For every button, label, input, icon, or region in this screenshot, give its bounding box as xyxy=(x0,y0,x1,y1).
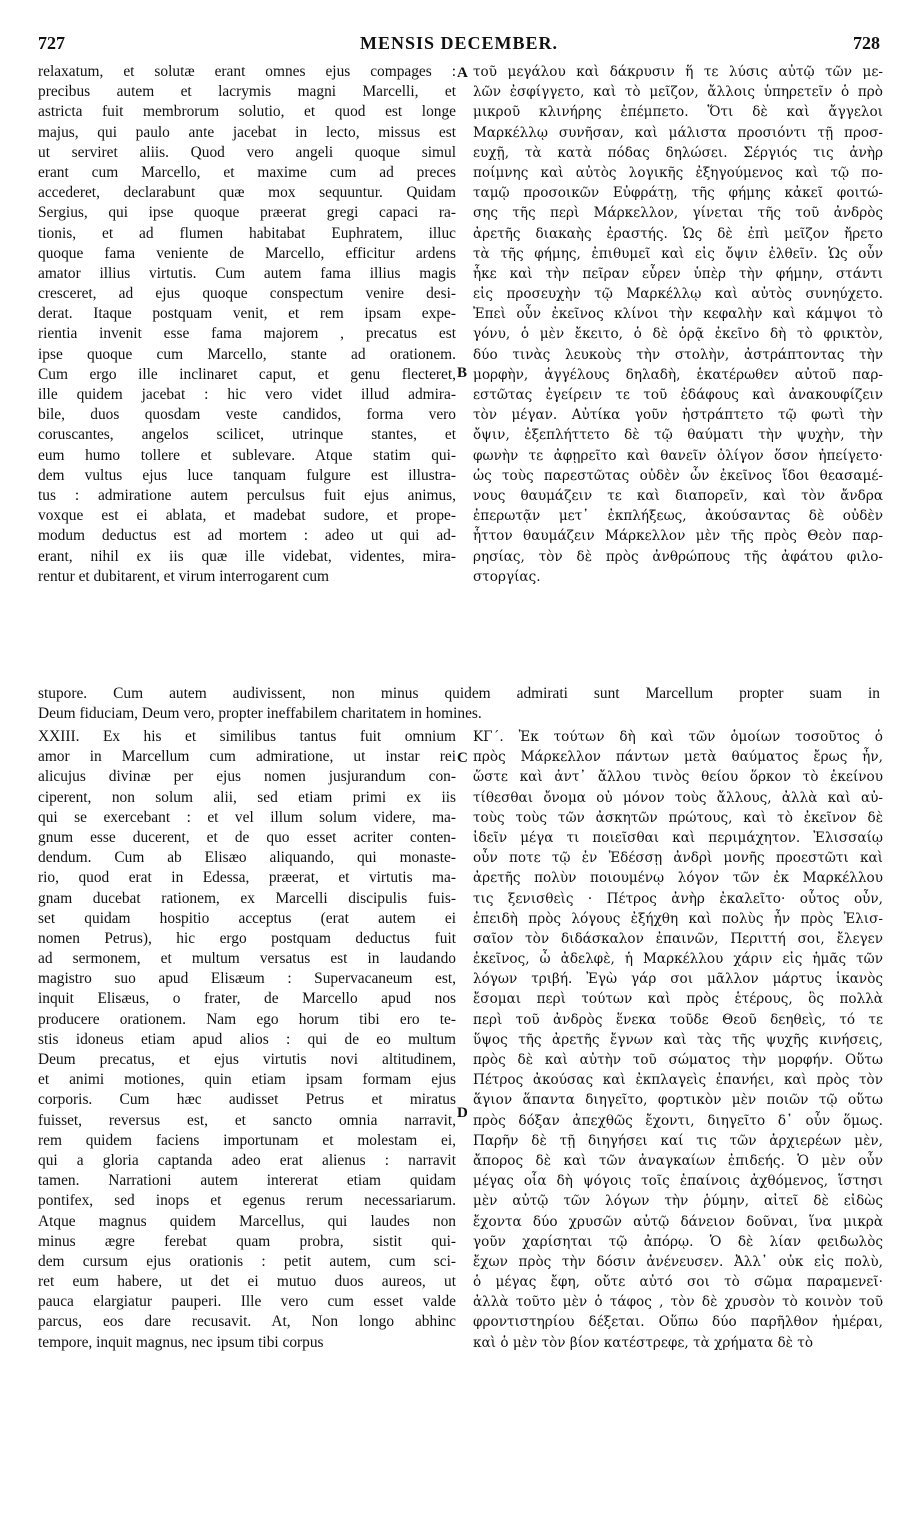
greek-text-line: πρὸς δὲ καὶ αὐτὴν τοῦ σώματος τὴν μορφήν. Οὕτω xyxy=(473,1052,883,1068)
latin-text-line: ille quidem jacebat : hic vero videt illud admira- xyxy=(38,386,456,403)
latin-column-top xyxy=(38,62,456,587)
greek-text-line: ευχῇ, τὰ κατὰ πόδας δηλώσει. Σέργιός τις ἀνὴρ xyxy=(473,144,883,161)
latin-text-line: rio, quod erat in Edessa, præerat, et virtutis ma- xyxy=(38,869,456,887)
greek-text-line: οὖν ποτε τῷ ἐν Ἐδέσσῃ ἀνδρὶ μονῆς προεστῶτι καὶ xyxy=(473,850,883,867)
greek-text-line: ὁ μέγας ἔφη, οὔτε αὐτό σοι τὸ σῶμα παραμενεῖ· xyxy=(473,1274,883,1291)
latin-text-line: stupore. Cum autem audivissent, non minus quidem admirati sunt Marcellum propter suam in xyxy=(38,685,880,702)
greek-text-line: ὄψιν, ἐξεπλήττετο δὲ τῷ θαύματι τὴν ψυχὴν, τὴν xyxy=(473,427,883,444)
latin-text-line: fuisset, reversus est, et sancto omnia narravit, xyxy=(38,1111,456,1129)
greek-text-line: ποίμνης καὶ αὐτὸς λογικῆς ἐξηγούμενος καὶ τῷ πο- xyxy=(473,164,883,181)
greek-text-line: μικροῦ κλινήρης ἐπέμπετο. Ὅτι δὲ καὶ ἄγγελοι xyxy=(473,104,883,121)
latin-text-line: amator illius virtutis. Cum autem fama illius magis xyxy=(38,264,456,282)
latin-column-bottom xyxy=(38,727,456,1353)
latin-text-line: stis idoneus etiam apud alios : qui de eo multum xyxy=(38,1030,456,1048)
latin-text-line: voxque est ei ablata, et madebat sudore, et prope- xyxy=(38,507,456,525)
latin-text-line: ret eum habere, ut det ei mutuo duos aureos, ut xyxy=(38,1273,456,1291)
greek-text-line: φροντιστηρίου δέξεται. Οὕπω δύο παρῆλθον ἡμέραι, xyxy=(473,1314,883,1331)
latin-text-line: Cum ergo ille inclinaret caput, et genu flecteret, xyxy=(38,365,456,383)
latin-text-line: pauca elargiatur pauperi. Ille vero cum esset valde xyxy=(38,1293,456,1311)
greek-text-line: εστῶτας ἐγείρειν τε τοῦ ἐδάφους καὶ ἀνακουφίζειν xyxy=(473,387,883,403)
greek-text-line: Ἐπεὶ οὖν ἐκεῖνος κλίνοι τὴν κεφαλὴν καὶ κάμψοι τὸ xyxy=(473,306,883,323)
greek-text-line: ἐκεῖνος, ὦ ἀδελφὲ, ἡ Μαρκέλλου χάριν εἰς ἡμᾶς τῶν xyxy=(473,951,883,968)
greek-text-line: ταμῷ προσοικῶν Εὐφράτῃ, τῆς φήμης κἀκεῖ φοιτώ- xyxy=(473,185,883,202)
greek-text-line: τὸν μέγαν. Αὐτίκα γοῦν ἠστράπτετο τῷ φωτὶ τὴν xyxy=(473,407,883,424)
latin-text-line: dem cursum ejus orationis : petit autem, cum sci- xyxy=(38,1252,456,1270)
latin-text-line: magistro suo apud Elisæum : Supervacaneum est, xyxy=(38,970,456,988)
greek-text-line: τίθεσθαι ὄνομα οὐ μόνον τοὺς ἄλλους, ἀλλὰ καὶ αὐ- xyxy=(473,789,883,806)
greek-text-line: τοῦ μεγάλου καὶ δάκρυσιν ἥ τε λύσις αὐτῷ τῶν με- xyxy=(473,64,883,80)
latin-text-line: relaxatum, et solutæ erant omnes ejus compages : xyxy=(38,63,456,80)
greek-text-line: ὕψος τῆς ἀρετῆς ἔγνων καὶ τὰς τῆς ψυχῆς κινήσεις, xyxy=(473,1031,883,1048)
greek-text-line: φωνὴν τε ἀφῃρεῖτο καὶ θανεῖν ὀλίγον ὅσον ἠπείγετο· xyxy=(473,447,883,464)
latin-text-line: accederet, declarabunt quæ mox sequuntur. Quidam xyxy=(38,184,456,202)
latin-text-line: producere orationem. Nam ego horum tibi ero te- xyxy=(38,1010,456,1028)
page-number-left: 727 xyxy=(38,33,65,53)
latin-text-line: Sergius, qui ipse quoque præerat gregi capaci ra- xyxy=(38,204,456,222)
latin-text-line: tionis, et ad flumen habitabat Euphratem, illuc xyxy=(38,224,456,242)
greek-text-line: πρὸς δόξαν ἀπεχθῶς ἔχοντι, διηγεῖτο δ᾽ οὖν ὅμως. xyxy=(473,1112,883,1129)
latin-text-line: amor in Marcellum cum admiratione, ut instar rei xyxy=(38,748,456,766)
latin-text-line: ut serviret aliis. Quod vero angeli quoque simul xyxy=(38,143,456,161)
greek-text-line: μέγας οἷα δὴ ψόγοις τοῖς ἐπαίνοις ἀχθόμενος, ἵστησι xyxy=(473,1173,883,1190)
greek-text-line: σαῖον τὸν διδάσκαλον ἐπαινῶν, Περιττή σοι, ἔλεγεν xyxy=(473,930,883,947)
latin-text-line: set quidam hospitio acceptus (erat autem ei xyxy=(38,909,456,927)
latin-text-line: rientia invenit esse fama majorem , precatus est xyxy=(38,325,456,343)
greek-text-line: ἅγιον ἅπαντα διηγεῖτο, φορτικὸν μὲν ποιῶν τῷ οὕτω xyxy=(473,1092,883,1109)
latin-text-line: rentur et dubitarent, et virum interrogarent cum xyxy=(38,567,330,585)
latin-text-line: tamen. Narrationi autem intererat etiam quidam xyxy=(38,1172,456,1190)
greek-text-line: ἐπειδὴ πρὸς λόγους ἐξήχθη καὶ πολὺς ἦν πρὸς Ἐλισ- xyxy=(473,910,883,927)
greek-text-line: τοὺς τοὺς τῶν ἀσκητῶν πρώτους, καὶ τὸ ἐκεῖνον δὲ xyxy=(473,809,883,826)
latin-text-line: coruscantes, angelos scilicet, utrinque stantes, et xyxy=(38,426,456,444)
greek-column-bottom xyxy=(473,727,883,1353)
greek-text-line: λόγων τριβή. Ἐγὼ γάρ σοι μᾶλλον μάρτυς ἱκανὸς xyxy=(473,971,883,988)
latin-text-line: Deum fiduciam, Deum vero, propter ineffabilem charitatem in homines. xyxy=(38,705,482,723)
greek-text-line: πρὸς Μάρκελλον πάντων μετὰ θαύματος ἔρως ἦν, xyxy=(473,749,883,766)
latin-text-line: majus, qui paulo ante jacebat in lecto, missus est xyxy=(38,123,456,141)
running-title: MENSIS DECEMBER. xyxy=(359,33,559,53)
latin-text-line: parcus, eos dare recusavit. At, Non longo abhinc xyxy=(38,1313,456,1331)
greek-text-line: ἧκε καὶ τὴν πεῖραν εὗρεν ὑπὲρ τὴν φήμην, στάντι xyxy=(473,265,883,282)
latin-text-line: bile, duos quosdam veste candidos, forma vero xyxy=(38,406,456,424)
latin-text-line: erant cum Marcello, et maxime cum ad preces xyxy=(38,163,456,181)
latin-text-line: ipse quoque cum Marcello, stante ad orationem. xyxy=(38,345,456,363)
latin-text-line: erant, nihil ex iis quæ ille videbat, videntes, mira- xyxy=(38,547,456,565)
greek-text-line: Μαρκέλλῳ συνῆσαν, καὶ μάλιστα προσιόντι τῇ προσ- xyxy=(473,124,883,141)
latin-text-line: derat. Itaque postquam venit, et rem ipsam expe- xyxy=(38,305,456,323)
greek-text-line: ἐπερωτᾷν μετ᾽ ἐκπλήξεως, ἀκούσαντας δὲ οὐδὲν xyxy=(473,508,883,525)
latin-text-line: dem vultus ejus luce tanquam fulgure est illustra- xyxy=(38,466,456,484)
greek-text-line: ἰδεῖν μέγα τι ποιεῖσθαι καὶ περιμάχητον. Ἐλισσαίῳ xyxy=(473,829,883,846)
greek-text-line: στοργίας. xyxy=(473,568,541,585)
latin-full-width-lines xyxy=(38,684,880,724)
greek-text-line: λῶν ἐσφίγγετο, καὶ τὸ μεῖζον, ἄλλοις ὑπηρετεῖν ὁ πρὸ xyxy=(473,84,883,101)
greek-text-line: ἔχοντα δύο χρυσῶν αὐτῷ δάνειον δοῦναι, ἵνα μικρὰ xyxy=(473,1213,883,1230)
greek-text-line: ἧττον θαυμάζειν Μάρκελλον μὲν τῆς πρὸς Θεὸν παρ- xyxy=(473,528,883,545)
greek-text-line: Πέτρος ἀκούσας καὶ ἐκπλαγεὶς ἐπανήει, καὶ πρὸς τὸν xyxy=(473,1072,883,1089)
greek-text-line: νους θαυμάζειν τε καὶ διαπορεῖν, καὶ τὸν ἄνδρα xyxy=(473,487,883,504)
greek-text-line: ἔσομαι περὶ τούτων καὶ πρὸς ἑτέρους, ὃς πολλὰ xyxy=(473,991,883,1008)
page-number-right: 728 xyxy=(853,33,880,53)
latin-text-line: precibus autem et lacrymis magni Marcelli, et xyxy=(38,83,456,101)
latin-text-line: qui se exercebant : et vel illum solum videre, ma- xyxy=(38,808,456,826)
greek-text-line: ὡς τοὺς παρεστῶτας οὐδὲν ὧν ἐκεῖνος ἴδοι θεασαμέ- xyxy=(473,467,883,484)
margin-letter-a: A xyxy=(457,65,468,81)
latin-text-line: qui a gloria captanda adeo erat alienus : narravit xyxy=(38,1151,456,1169)
latin-text-line: tus : admiratione autem perculsus fuit ejus animus, xyxy=(38,486,456,504)
latin-text-line: inquit Elisæus, o frater, de Marcello apud nos xyxy=(38,990,456,1008)
latin-text-line: quoque fama veniente de Marcello, efficitur ardens xyxy=(38,244,456,262)
latin-text-line: nomen Petrus), hic ergo postquam deductus fuit xyxy=(38,929,456,947)
greek-text-line: καὶ ὁ μὲν τὸν βίον κατέστρεφε, τὰ χρήματα δὲ τὸ xyxy=(473,1334,814,1351)
greek-text-line: ρησίας, τὸν δὲ πρὸς ἀνθρώπους τῆς ἀφάτου φιλο- xyxy=(473,548,883,565)
greek-text-line: ὥστε καὶ ἀντ᾽ ἄλλου τινὸς θείου ὅρκον τὸ ἐκείνου xyxy=(473,769,883,786)
greek-text-line: ἀρετῆς πολὺν ποιουμένῳ λόγον τῶν ἐκ Μαρκέλλου xyxy=(473,870,883,887)
latin-text-line: ciperent, non solum alii, sed etiam primi ex iis xyxy=(38,788,456,806)
latin-text-line: pontifex, sed inops et egenus rerum necessariarum. xyxy=(38,1192,456,1210)
greek-text-line: ἔχων πρὸς τὴν δόσιν ἀνένευσεν. Ἀλλ᾽ οὐκ εἰς πολὺ, xyxy=(473,1253,883,1270)
greek-text-line: ΚΓ΄. Ἐκ τούτων δὴ καὶ τῶν ὁμοίων τοσοῦτος ὁ xyxy=(473,729,883,745)
latin-text-line: eum humo tollere et sublevare. Atque statim qui- xyxy=(38,446,456,464)
greek-text-line: περὶ τοῦ ἀνδρὸς ἕνεκα τοῦδε Θεοῦ δεηθεὶς, τό τε xyxy=(473,1011,883,1028)
greek-text-line: γοῦν χαρίσηται τῷ ἀπόρῳ. Ὁ δὲ λίαν φειδωλὸς xyxy=(473,1233,883,1250)
latin-text-line: tempore, inquit magnus, nec ipsum tibi corpus xyxy=(38,1333,324,1351)
latin-text-line: et animi motiones, quin etiam ipsam formam ejus xyxy=(38,1071,456,1089)
greek-text-line: τὰ τῆς φήμης, ἐπιθυμεῖ καὶ εἰς ὄψιν ἐλθεῖν. Ὡς οὖν xyxy=(473,245,883,262)
greek-text-line: εἰς προσευχὴν τῷ Μαρκέλλῳ καὶ αὐτὸς συνηύχετο. xyxy=(473,286,883,303)
latin-text-line: astricta fuit membrorum solutio, et quod est longe xyxy=(38,103,456,121)
latin-text-line: cresceret, ad ejus quoque conspectum venire desi- xyxy=(38,285,456,303)
greek-column-top xyxy=(473,62,883,587)
greek-text-line: ἀρετῆς διακαὴς ἐραστής. Ὡς δὲ ἐπὶ μεῖζον ἤρετο xyxy=(473,225,883,242)
latin-text-line: alicujus divinæ per ejus nomen jusjurandum con- xyxy=(38,768,456,786)
greek-text-line: γόνυ, ὁ μὲν ἔκειτο, ὁ δὲ ὁρᾷ ἐκεῖνο δὴ τὸ φρικτὸν, xyxy=(473,326,883,343)
greek-text-line: σης τῆς περὶ Μάρκελλον, γίνεται τῆς τοῦ ἀνδρὸς xyxy=(473,205,883,222)
margin-letter-b: B xyxy=(457,365,468,381)
latin-text-line: XXIII. Ex his et similibus tantus fuit omnium xyxy=(38,728,456,745)
latin-text-line: modum deductus est ad mortem : adeo ut qui ad- xyxy=(38,527,456,545)
greek-text-line: μορφὴν, ἀγγέλους δηλαδὴ, ἑκατέρωθεν αὐτοῦ παρ- xyxy=(473,366,883,383)
latin-text-line: gnum esse ducerent, et de quo esset acriter conten- xyxy=(38,828,456,846)
latin-text-line: corporis. Cum hæc audisset Petrus et miratus xyxy=(38,1091,456,1109)
margin-letter-d: D xyxy=(457,1105,468,1121)
greek-text-line: τις ξενισθεὶς · Πέτρος ἀνὴρ ἐκαλεῖτο· οὗτος οὖν, xyxy=(473,890,883,907)
page-header xyxy=(38,33,880,57)
greek-text-line: μὲν αὐτῷ τῶν λόγων τὴν ῥύμην, αἰτεῖ δὲ εἰδὼς xyxy=(473,1193,883,1210)
latin-text-line: ad sermonem, et multum versatus est in laudando xyxy=(38,950,456,968)
latin-text-line: dendum. Cum ab Elisæo aliquando, qui monaste- xyxy=(38,849,456,867)
greek-text-line: ἄπορος δὲ καὶ τῶν ἀναγκαίων ἐπιδεής. Ὁ μὲν οὖν xyxy=(473,1152,883,1169)
latin-text-line: Deum precatus, et ejus virtutis novi altitudinem, xyxy=(38,1051,456,1068)
latin-text-line: gnam ducebat rationem, ex Marcelli discipulis fuis- xyxy=(38,889,456,907)
margin-letter-c: C xyxy=(457,750,468,766)
greek-text-line: δύο τινὰς λευκοὺς τὴν στολὴν, ἀστράπτοντας τὴν xyxy=(473,346,883,363)
greek-text-line: Παρῆν δὲ τῇ διηγήσει καί τις τῶν ἀρχιερέων μὲν, xyxy=(473,1132,883,1149)
latin-text-line: rem quidem faciens importunam et molestam ei, xyxy=(38,1131,456,1149)
latin-text-line: Atque magnus quidem Marcellus, qui laudes non xyxy=(38,1212,456,1230)
greek-text-line: ἀλλὰ τοῦτο μὲν ὁ τάφος , τὸν δὲ χρυσὸν τὸ κοινὸν τοῦ xyxy=(473,1294,883,1311)
latin-text-line: minus ægre ferebat quam probra, sistit qui- xyxy=(38,1232,456,1250)
